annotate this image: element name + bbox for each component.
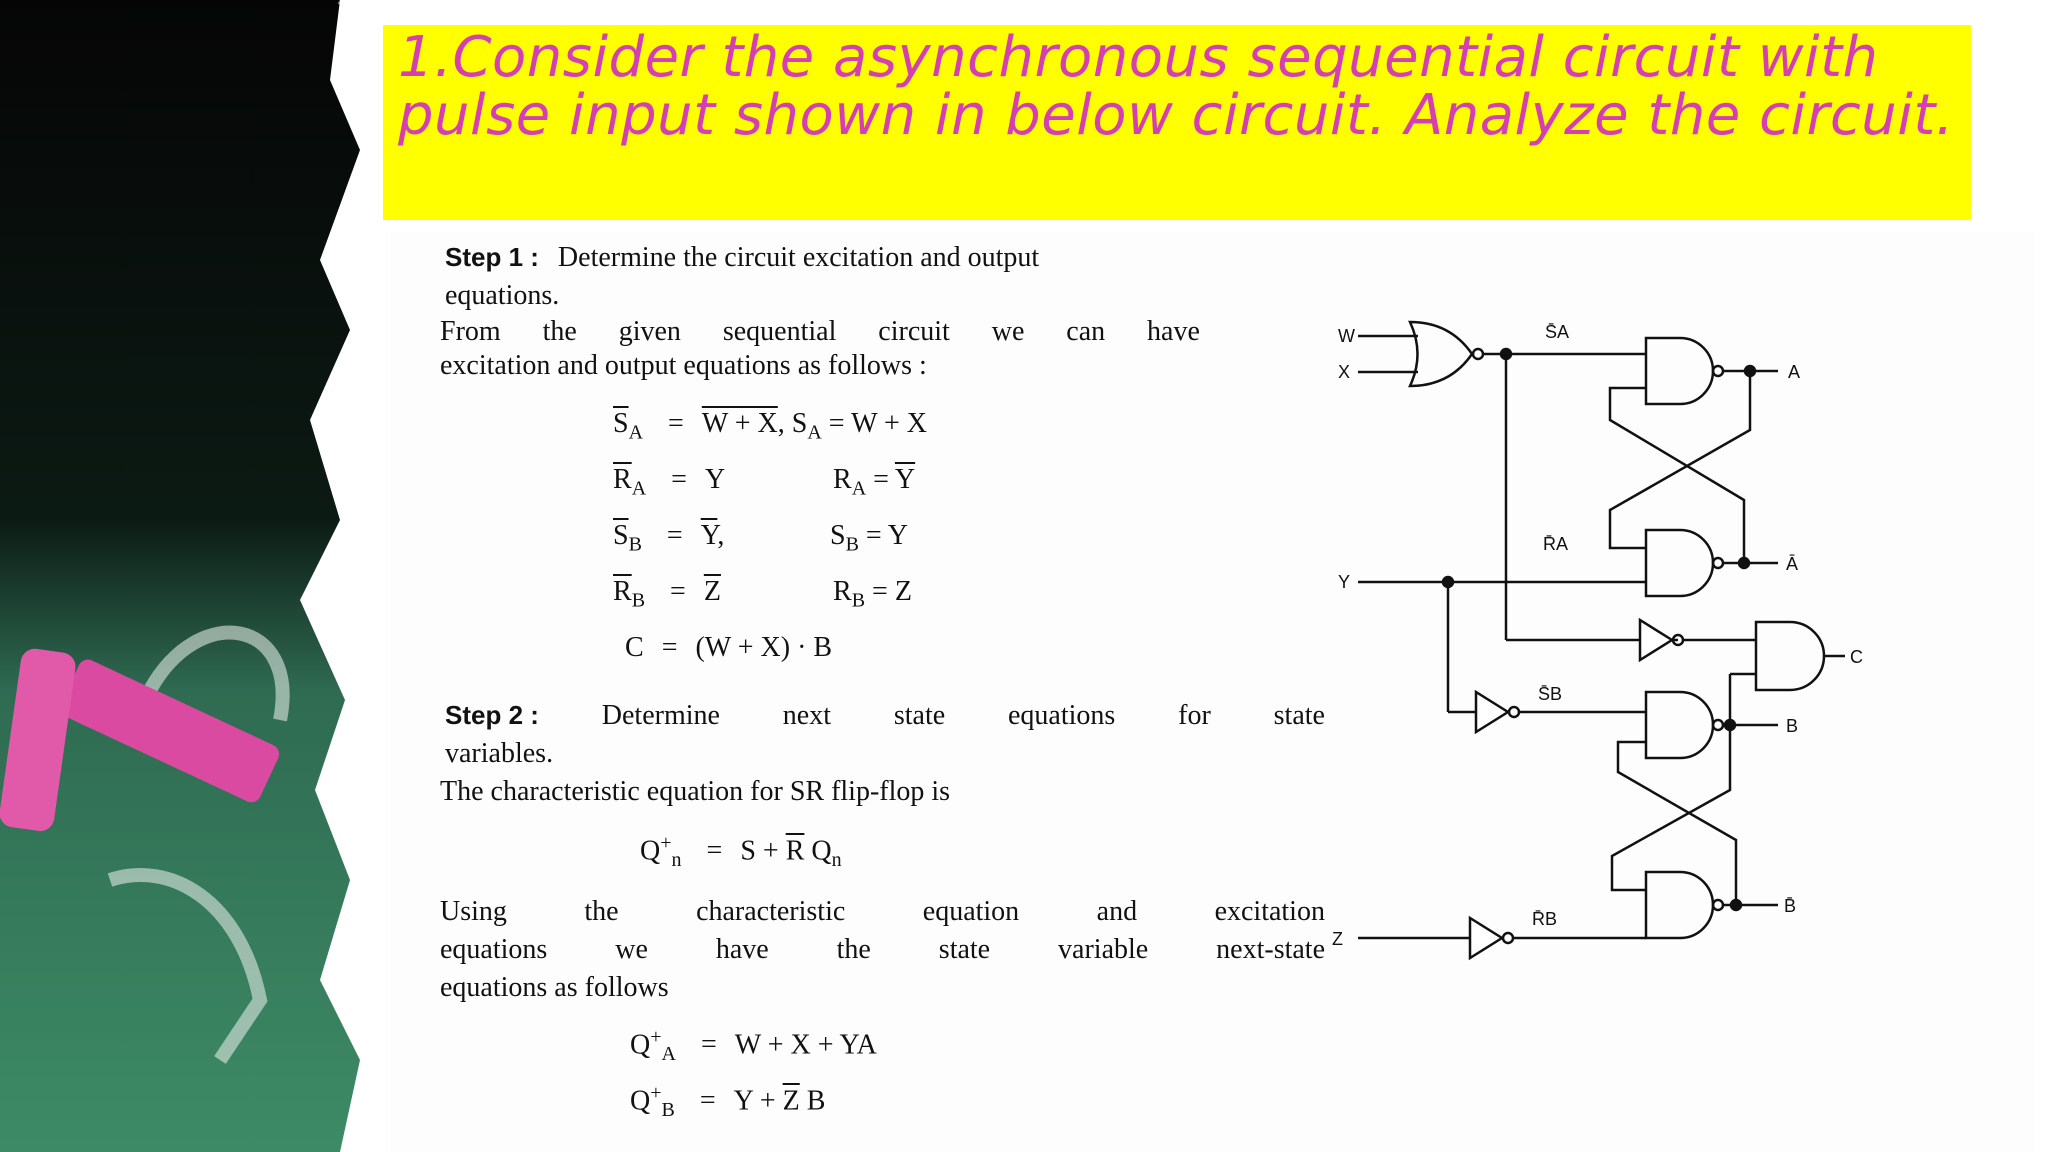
equation-sa: $\overline{S}_A = W + X$, $S_A = W + X$ (613, 408, 928, 444)
step2-paragraph-line3: equations as follows (440, 972, 669, 1003)
step1-text2: equations. (445, 280, 560, 311)
word: variable (1058, 934, 1149, 965)
equation-ra: $\overline{R}_A = Y$ (613, 464, 726, 500)
nand-gate-a-bar (1646, 530, 1723, 596)
word: state (1273, 700, 1325, 731)
step1-paragraph-line2: excitation and output equations as follows : (440, 350, 927, 381)
word: sequential (722, 316, 837, 347)
nand-gate-a (1646, 338, 1723, 404)
step1-paragraph-line1 (440, 316, 1200, 348)
word: have (1147, 316, 1200, 347)
nand-gate-b (1646, 692, 1723, 758)
equation-qb: $Q^+_B = Y + \overline{Z}$ B (630, 1082, 826, 1121)
equation-qa: $Q^+_A = W + X$ + YA (630, 1026, 877, 1065)
equation-ra-right: $R_A = \overline{Y}$ (833, 464, 916, 500)
output-c-label: C (1850, 647, 1863, 667)
equation-sb: $\overline{S}_B = \overline{Y}$, (613, 520, 725, 556)
word: we (991, 316, 1025, 347)
label-sb-bar: S̄B (1538, 684, 1563, 704)
word: equations (440, 934, 548, 965)
word: we (615, 934, 648, 965)
word: for (1178, 700, 1211, 731)
step2-line1 (445, 700, 1325, 732)
step1-line1 (445, 242, 1039, 274)
characteristic-equation: $Q^+_n = S + \overline{R}$ $Q_n$ (640, 832, 842, 871)
step1-text1: Determine the circuit excitation and output (557, 242, 1040, 273)
word: Using (440, 896, 507, 927)
label-rb-bar: R̄B (1532, 909, 1558, 929)
word: next (782, 700, 831, 731)
word: the (584, 896, 619, 927)
nor-gate-wx (1358, 322, 1483, 386)
word: the (542, 316, 577, 347)
word: excitation (1214, 896, 1325, 927)
and-gate-c (1756, 622, 1824, 690)
word: given (618, 316, 681, 347)
equation-rb-right: $R_B = Z$ (833, 576, 912, 612)
output-a-bar-label: Ā (1786, 554, 1799, 574)
step2-heading: Step 2 : (445, 700, 539, 730)
input-z-label: Z (1332, 929, 1343, 949)
word: From (440, 316, 501, 347)
word: have (715, 934, 769, 965)
circuit-diagram (1300, 300, 1920, 980)
label-ra-bar: R̄A (1543, 534, 1569, 554)
word: characteristic (696, 896, 846, 927)
word: and (1096, 896, 1138, 927)
output-b-label: B (1786, 716, 1799, 736)
chalkboard-decoration (0, 0, 440, 1152)
step2-line2: variables. (445, 738, 554, 769)
word: equations (1008, 700, 1116, 731)
word: equation (922, 896, 1020, 927)
title-banner (383, 25, 1971, 220)
step2-line3: The characteristic equation for SR flip-flop is (440, 776, 951, 807)
word: state (893, 700, 946, 731)
word: can (1066, 316, 1106, 347)
input-y-label: Y (1338, 572, 1351, 592)
inverter-z (1470, 918, 1513, 958)
word: circuit (878, 316, 950, 347)
equation-rb: $\overline{R}_B = \overline{Z}$ (613, 576, 721, 612)
input-x-label: X (1338, 362, 1351, 382)
equation-c: C = (W + X) · B (625, 632, 833, 663)
step1-heading: Step 1 : (445, 242, 539, 272)
step2-paragraph-line1 (440, 896, 1325, 928)
equation-sb-right: $S_B = Y$ (830, 520, 908, 556)
word: the (836, 934, 871, 965)
label-sa-bar: S̄A (1545, 322, 1570, 342)
output-b-bar-label: B̄ (1784, 896, 1797, 916)
inverter-y (1476, 692, 1519, 732)
page-title: 1.Consider the asynchronous sequential circuit with pulse input shown in below circuit. Analyze the circuit. (398, 25, 1955, 148)
word: next-state (1216, 934, 1325, 965)
output-a-label: A (1788, 362, 1801, 382)
nand-gate-b-bar (1646, 872, 1723, 938)
step2-paragraph-line2 (440, 934, 1325, 966)
word: state (938, 934, 991, 965)
word: Determine (601, 700, 720, 731)
input-w-label: W (1338, 326, 1355, 346)
